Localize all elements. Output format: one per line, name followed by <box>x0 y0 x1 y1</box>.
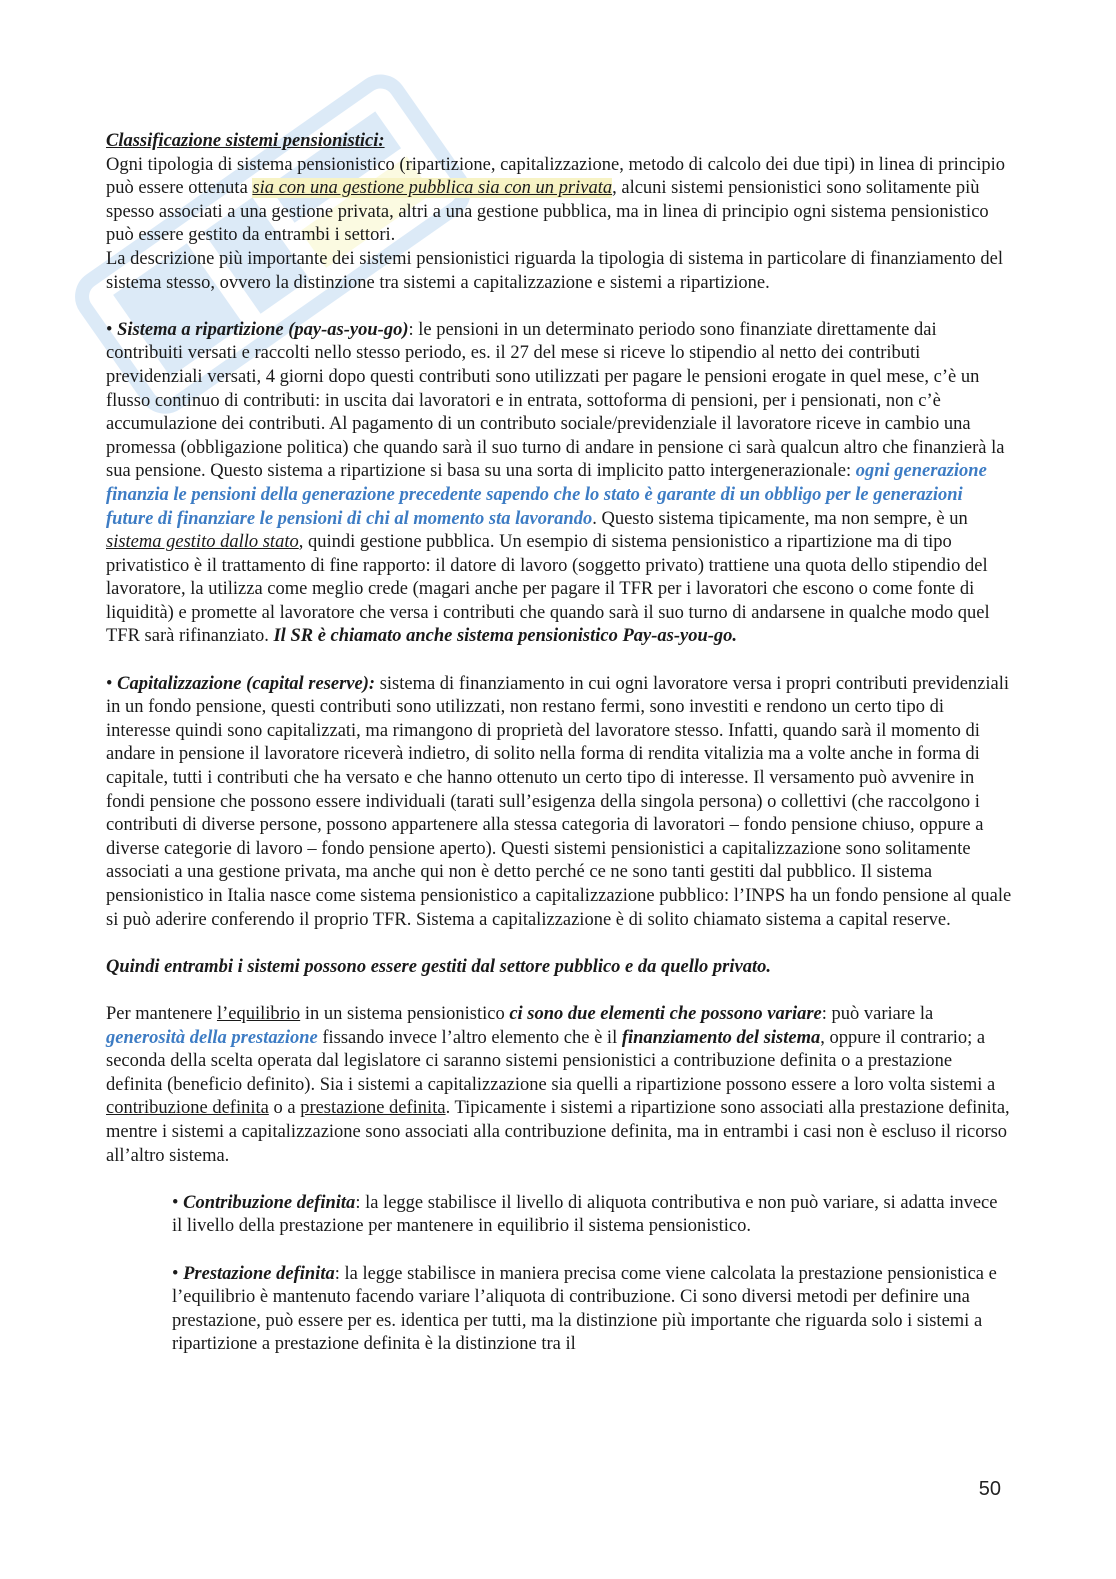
ripartizione-closing: Il SR è chiamato anche sistema pensionistico Pay-as-you-go. <box>273 626 738 647</box>
prestazione-definita-item: • Prestazione definita: la legge stabilisce in maniera precisa come viene calcolata la prestazione pensionistica e l’equilibrio è mantenuto facendo variare l’aliquota di contribuzione. Ci sono diversi metodi per definire una prestazione, può essere per es. identica per tutti, ma la distinzione più importante che riguarda solo i sistemi a ripartizione a prestazione definita è la distinzione tra il <box>172 1263 997 1355</box>
equilibrio-paragraph: Per mantenere l’equilibrio in un sistema pensionistico ci sono due elementi che possono variare: può variare la generosità della prestazione fissando invece l’altro elemento che è il finanziamento del sistema, oppure il contrario; a seconda della scelta operata dal legislatore ci saranno sistemi pensionistici a contribuzione definita o a prestazione definita (beneficio definito). Sia i sistemi a capitalizzazione sia quelli a ripartizione possono essere a loro volta sistemi a contribuzione definita o a prestazione definita. Tipicamente i sistemi a ripartizione sono associati alla prestazione definita, mentre i sistemi a capitalizzazione sono associati alla contribuzione definita, ma in entrambi i casi non è escluso il ricorso all’altro sistema. <box>106 1003 1010 1166</box>
capitalizzazione-paragraph: • Capitalizzazione (capital reserve): sistema di finanziamento in cui ogni lavoratore versa i propri contributi previdenziali in un fondo pensione, questi contributi sono utilizzati, non restano fermi, sono investiti e rendono un certo tipo di interesse quindi sono capitalizzati, ma rimangono di proprietà del lavoratore stesso. Infatti, quando sarà il momento di andare in pensione il lavoratore riceverà indietro, di solito nella forma di rendita vitalizia ma a volte anche in forma di capitale, tutti i contributi che ha versato e che hanno ottenuto un certo tipo di interesse. Il versamento può avvenire in fondi pensione che possono essere individuali (tarati sull’esigenza della singola persona) o collettivi (che raccolgono i contributi di diverse persone, possono appartenere alla stessa categoria di lavoratori – fondo pensione chiuso, oppure a diverse categorie di lavoro – fondo pensione aperto). Questi sistemi pensionistici a capitalizzazione sono solitamente associati a una gestione privata, ma anche qui non è detto perché ce ne sono tanti gestiti dal pubblico. Il sistema pensionistico in Italia nasce come sistema pensionistico a capitalizzazione pubblico: l’INPS ha un fondo pensione al quale si può aderire conferendo il proprio TFR. Sistema a capitalizzazione è di solito chiamato sistema a capital reserve. <box>106 673 1012 930</box>
ripartizione-blue-emphasis: ogni generazione finanzia le pensioni della generazione precedente sapendo che lo stato è garante di un obbligo per le generazioni future di finanziare le pensioni di chi al momento sta lavorando <box>106 461 987 529</box>
contribuzione-definita-item: • Contribuzione definita: la legge stabilisce il livello di aliquota contributiva e non può variare, si adatta invece il livello della prestazione per mantenere in equilibrio il sistema pensionistico. <box>172 1192 998 1237</box>
capitalizzazione-title: Capitalizzazione (capital reserve): <box>117 673 376 694</box>
page-number: 50 <box>978 1478 1001 1500</box>
ripartizione-underlined: sistema gestito dallo stato <box>106 532 299 553</box>
intro-paragraph-b: La descrizione più importante dei sistemi pensionistici riguarda la tipologia di sistema in particolare di finanziamento del sistema stesso, ovvero la distinzione tra sistemi a capitalizzazione e sistemi a ripartizione. <box>106 248 1003 293</box>
intro-paragraph-a: Ogni tipologia di sistema pensionistico (ripartizione, capitalizzazione, metodo di calcolo dei due tipi) in linea di principio può essere ottenuta sia con una gestione pubblica sia con un privata, alcuni sistemi pensionistici sono solitamente più spesso associati a una gestione privata, altri a una gestione pubblica, ma in linea di principio ogni sistema pensionistico può essere gestito da entrambi i settori. <box>106 154 1006 246</box>
highlighted-phrase: sia con una gestione pubblica sia con un privata <box>252 178 613 199</box>
ripartizione-paragraph: • Sistema a ripartizione (pay-as-you-go): le pensioni in un determinato periodo sono finanziate direttamente dai contribuiti versati e raccolti nello stesso periodo, es. il 27 del mese si riceve lo stipendio al netto dei contributi previdenziali versati, 4 giorni dopo questi contributi sono utilizzati per pagare le pensioni erogate in quel mese, c’è un flusso continuo di contributi: in uscita dai lavoratori e in entrata, sottoforma di pensioni, per i pensionati, non c’è accumulazione dei contributi. Al pagamento di un contributo sociale/previdenziale il lavoratore riceve in cambio una promessa (obbligazione politica) che quando sarà il suo turno di andare in pensione ci sarà qualcun altro che finanzierà la sua pensione. Questo sistema a ripartizione si basa su una sorta di implicito patto intergenerazionale: ogni generazione finanzia le pensioni della generazione precedente sapendo che lo stato è garante di un obbligo per le generazioni future di finanziare le pensioni di chi al momento sta lavorando. Questo sistema tipicamente, ma non sempre, è un sistema gestito dallo stato, quindi gestione pubblica. Un esempio di sistema pensionistico a ripartizione ma di tipo privatistico è il trattamento di fine rapporto: il datore di lavoro (soggetto privato) trattiene una quota dello stipendio del lavoratore, la utilizza come meglio crede (magari anche per pagare il TFR per i lavoratori che escono o come fonte di liquidità) e promette al lavoratore che versa i contributi che quando sarà il suo turno di andarsene in qualche modo quel TFR sarà rifinanziato. Il SR è chiamato anche sistema pensionistico Pay-as-you-go. <box>106 319 1005 647</box>
document-body <box>106 130 1012 1357</box>
equilibrio-blue-emphasis: generosità della prestazione <box>106 1027 318 1048</box>
ripartizione-title: Sistema a ripartizione (pay-as-you-go) <box>117 319 409 340</box>
contribuzione-title: Contribuzione definita <box>183 1192 356 1213</box>
conclusion-line: Quindi entrambi i sistemi possono essere gestiti dal settore pubblico e da quello privato. <box>106 956 771 977</box>
section-heading: Classificazione sistemi pensionistici: <box>106 131 385 151</box>
prestazione-title: Prestazione definita <box>183 1263 335 1284</box>
